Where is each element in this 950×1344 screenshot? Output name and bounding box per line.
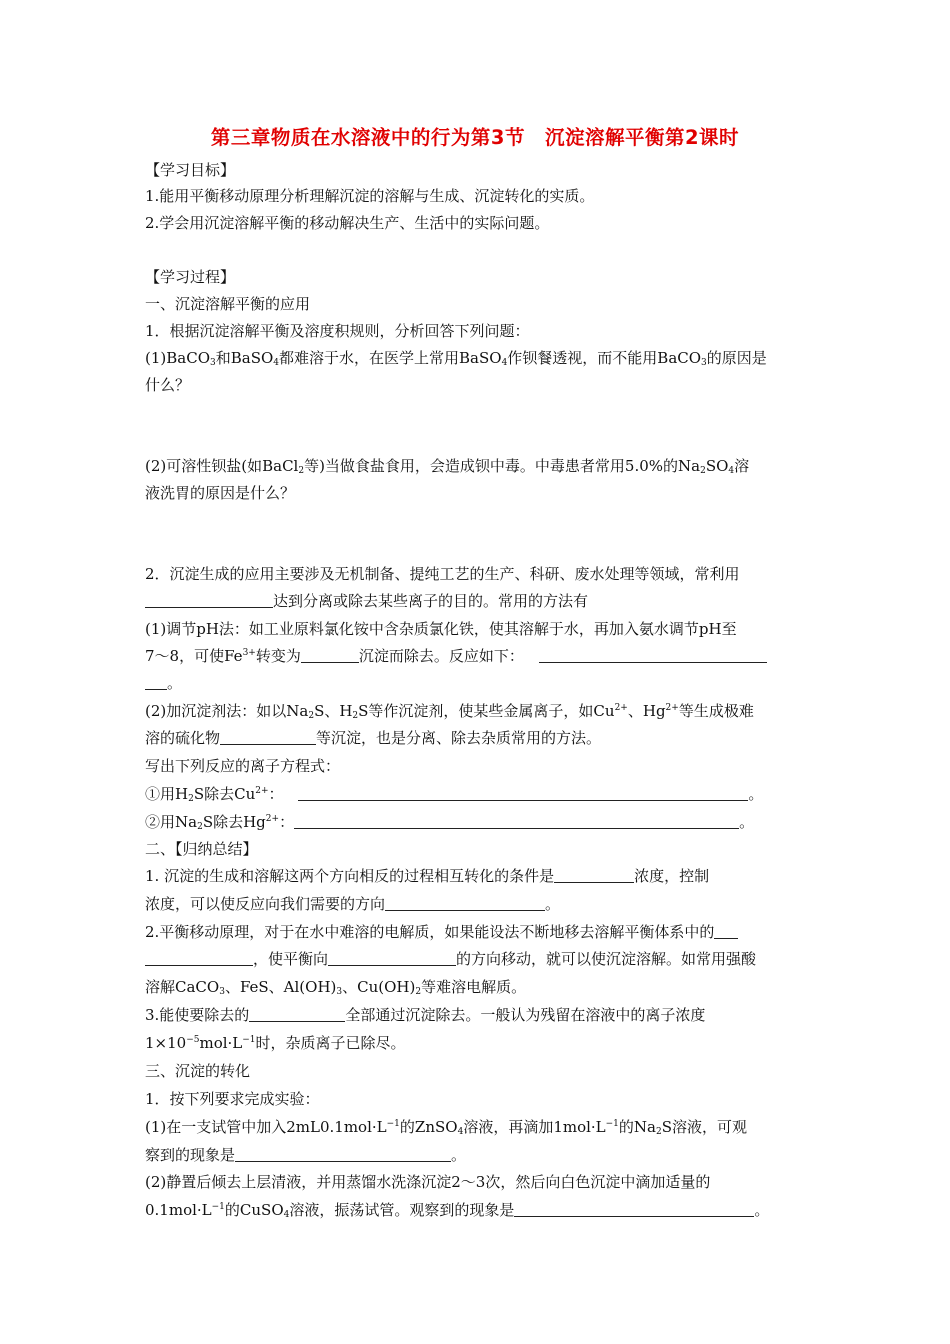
experiment-intro: 1．按下列要求完成实验：	[145, 1090, 320, 1108]
answer-blank[interactable]	[539, 648, 767, 663]
q1-intro: 1．根据沉淀溶解平衡及溶度积规则，分析回答下列问题：	[145, 322, 530, 340]
q1-part1-line2: 什么？	[145, 376, 191, 394]
answer-blank[interactable]	[220, 730, 316, 745]
summary-3-line2: $1\times 10^{-5}mol\cdot L^{-1}$时，杂质离子已除尽。	[145, 1034, 406, 1052]
equation-1: ①用$H_2S$除去$Cu^{2+}$： 。	[145, 785, 764, 804]
summary-3-line1: 3.能使要除去的 全部通过沉淀除去。一般认为残留在溶液中的离子浓度	[145, 1006, 706, 1024]
objective-item-1: 1.能用平衡移动原理分析理解沉淀的溶解与生成、沉淀转化的实质。	[145, 187, 595, 205]
answer-blank[interactable]	[301, 648, 359, 663]
q1-part2-line2: 液洗胃的原因是什么？	[145, 484, 296, 502]
answer-blank[interactable]	[298, 786, 748, 801]
section3-heading: 三、沉淀的转化	[145, 1062, 251, 1080]
summary-2-line3: 溶解CaCO$_3$、FeS、$Al(OH)_3$、$Cu(OH)_2$等难溶电解质。	[145, 978, 527, 997]
method2-line2: 溶的硫化物 等沉淀，也是分离、除去杂质常用的方法。	[145, 729, 602, 747]
objective-item-2: 2.学会用沉淀溶解平衡的移动解决生产、生活中的实际问题。	[145, 214, 550, 232]
answer-blank[interactable]	[554, 868, 634, 883]
answer-blank[interactable]	[514, 1202, 754, 1217]
answer-blank[interactable]	[249, 1007, 345, 1022]
page-title: 第三章物质在水溶液中的行为第3节 沉淀溶解平衡第2课时	[210, 126, 740, 149]
answer-blank[interactable]	[294, 814, 739, 829]
answer-blank[interactable]	[145, 675, 167, 690]
method1-line2: 7～8，可使$Fe^{3+}$转变为 沉淀而除去。反应如下：	[145, 646, 767, 666]
answer-blank[interactable]	[145, 951, 253, 966]
answer-blank[interactable]	[714, 924, 738, 939]
experiment-1-line1: (1)在一支试管中加入$2mL0.1mol\cdot L^{-1}$的ZnSO$_4$溶液，再滴加$1mol\cdot L^{-1}$的$Na_2S$溶液，可观	[145, 1118, 748, 1137]
answer-blank[interactable]	[145, 593, 273, 608]
experiment-2-line1: (2)静置后倾去上层清液，并用蒸馏水洗涤沉淀2～3次，然后向白色沉淀中滴加适量的	[145, 1173, 711, 1191]
method2-line1: (2)加沉淀剂法：如以$Na_2S$、$H_2S$等作沉淀剂，使某些金属离子，如$Cu^{2+}$、$Hg^{2+}$等生成极难	[145, 702, 754, 721]
q2-line1: 2．沉淀生成的应用主要涉及无机制备、提纯工艺的生产、科研、废水处理等领域，常利用	[145, 565, 740, 583]
summary-2-line1: 2.平衡移动原理，对于在水中难溶的电解质，如果能设法不断地移去溶解平衡体系中的	[145, 922, 738, 942]
experiment-1-line2: 察到的现象是 。	[145, 1146, 467, 1164]
answer-blank[interactable]	[235, 1147, 451, 1162]
answer-blank[interactable]	[385, 896, 545, 911]
q1-part1-line1: (1)BaCO$_3$和BaSO$_4$都难溶于水，在医学上常用BaSO$_4$作钡餐透视，而不能用BaCO$_3$的原因是	[145, 349, 767, 368]
experiment-2-line2: $0.1mol\cdot L^{-1}$的CuSO$_4$溶液，振荡试管。观察到的现象是 。	[145, 1201, 770, 1220]
section1-heading: 一、沉淀溶解平衡的应用	[145, 295, 311, 313]
summary-2-line2: ，使平衡向 的方向移动，就可以使沉淀溶解。如常用强酸	[145, 949, 756, 969]
process-heading: 【学习过程】	[145, 268, 236, 286]
answer-blank[interactable]	[328, 951, 456, 966]
method1-line1: (1)调节pH法：如工业原料氯化铵中含杂质氯化铁，使其溶解于水，再加入氨水调节pH至	[145, 620, 737, 638]
q2-line2: 达到分离或除去某些离子的目的。常用的方法有	[145, 591, 588, 611]
equation-2: ②用$Na_2S$除去$Hg^{2+}$： 。	[145, 813, 755, 832]
method1-line3: 。	[145, 673, 182, 693]
write-equations-prompt: 写出下列反应的离子方程式：	[145, 757, 341, 775]
section2-heading: 二、【归纳总结】	[145, 840, 258, 858]
q1-part2-line1: (2)可溶性钡盐(如BaCl$_2$等)当做食盐食用，会造成钡中毒。中毒患者常用5.0%的$Na_2SO_4$溶	[145, 457, 750, 476]
summary-1-line1: 1. 沉淀的生成和溶解这两个方向相反的过程相互转化的条件是 浓度，控制	[145, 867, 710, 885]
summary-1-line2: 浓度，可以使反应向我们需要的方向 。	[145, 895, 561, 913]
objectives-heading: 【学习目标】	[145, 161, 236, 179]
